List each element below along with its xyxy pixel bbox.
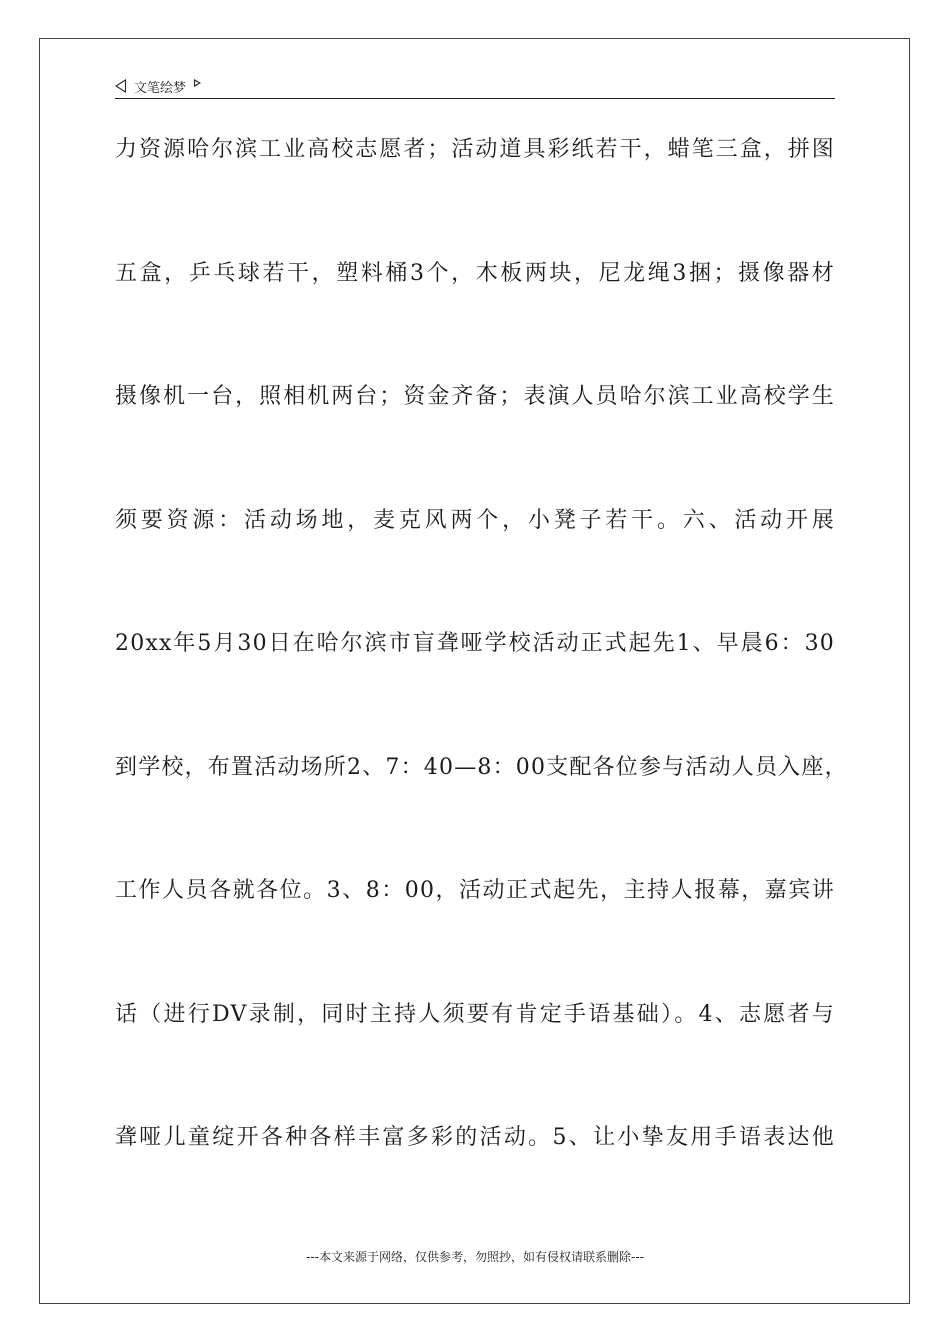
text-line: 摄像机一台，照相机两台；资金齐备；表演人员哈尔滨工业高校学生 [115, 384, 835, 409]
page-header [115, 74, 835, 99]
text-line: 须要资源：活动场地，麦克风两个，小凳子若干。六、活动开展 [115, 507, 835, 533]
text-line: 力资源哈尔滨工业高校志愿者；活动道具彩纸若干，蜡笔三盒，拼图 [115, 137, 835, 162]
header-title: 文笔绘梦 [134, 80, 187, 96]
text-line: 20xx年5月30日在哈尔滨市盲聋哑学校活动正式起先1、早晨6：30 [115, 631, 835, 656]
text-line: 五盒，乒乓球若干，塑料桶3个，木板两块，尼龙绳3捆；摄像器材 [115, 260, 835, 286]
text-line: 话（进行DV录制，同时主持人须要有肯定手语基础）。4、志愿者与 [115, 1001, 835, 1027]
text-line: 到学校，布置活动场所2、7：40—8：00支配各位参与活动人员入座， [115, 754, 848, 780]
document-body [115, 128, 848, 1240]
triangle-right-icon [194, 79, 201, 87]
text-line: 聋哑儿童绽开各种各样丰富多彩的活动。5、让小挚友用手语表达他 [115, 1125, 835, 1150]
footer-disclaimer: ---本文来源于网络，仅供参考，勿照抄，如有侵权请联系删除--- [306, 1250, 644, 1264]
text-line: 工作人员各就各位。3、8：00，活动正式起先，主持人报幕，嘉宾讲 [115, 878, 835, 903]
triangle-left-icon [115, 79, 126, 93]
